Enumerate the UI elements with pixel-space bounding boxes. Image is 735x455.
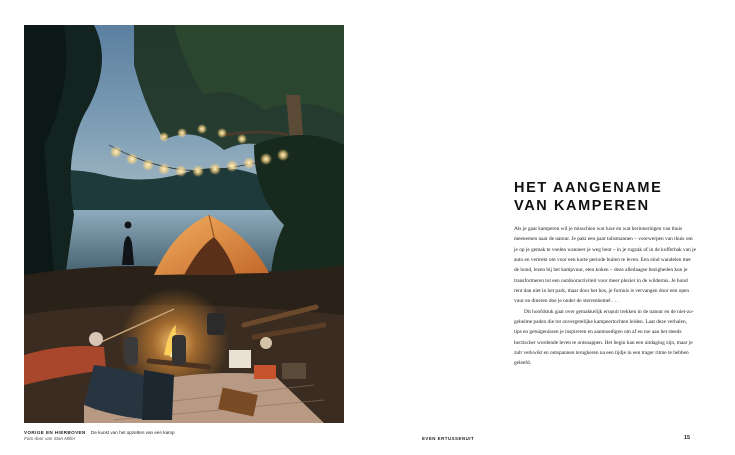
camping-illustration <box>24 25 344 423</box>
page-number: 15 <box>684 435 691 441</box>
running-footer: EVEN ERTUSSENUIT <box>422 436 475 441</box>
heading-line-1: HET AANGENAME <box>514 180 663 196</box>
paragraph-2: Dit hoofdstuk gaat over gemakkelijk eropuit trekken in de natuur en de niet-zo-geheime paden die tot onvergetelijke kampeertochten leiden. Laat deze verhalen, tips en getuigenissen je inspireren en aanmoedigen om af en toe aan het steeds hectischer wordende leven te ontsnappen. Het begin kan een uitdaging zijn, maar je zult verkwikt en ontspannen terugkeren na een tijdje in een trager ritme te hebben geleefd. <box>514 308 694 367</box>
chapter-heading <box>514 180 714 215</box>
heading-line-2: VAN KAMPEREN <box>514 197 650 214</box>
body-text <box>514 224 696 369</box>
camping-photo <box>24 25 344 423</box>
caption-label: VORIGE EN HIERBOVEN <box>24 430 86 435</box>
paragraph-1: Als je gaat kamperen wil je misschien wat luxe en wat herinneringen van thuis meenemen naar de natuur. Je pakt een paar talismannen – voorwerpen van thuis om je op je gemak te voelen wanneer je weg bent – in je rugzak of in de kofferbak van je auto en vertrekt om voor een korte periode buiten te leven. Een eind wandelen met de hond, lezen bij het kampvuur, eten koken – deze alledaagse bezigheden kun je transformeren tot een outdooractiviteit voor meer plezier in de wildernis. Je hond rent dan niet in het park, maar door het bos, je fornuis is vervangen door een open vuur en dineren doe je onder de sterrenhemel . . . <box>514 226 696 305</box>
caption-text: De kunst van het opzetten van een kamp <box>91 430 175 435</box>
photo-credit: Foto door van Stan Miller <box>24 436 76 441</box>
photo-caption <box>24 430 354 442</box>
